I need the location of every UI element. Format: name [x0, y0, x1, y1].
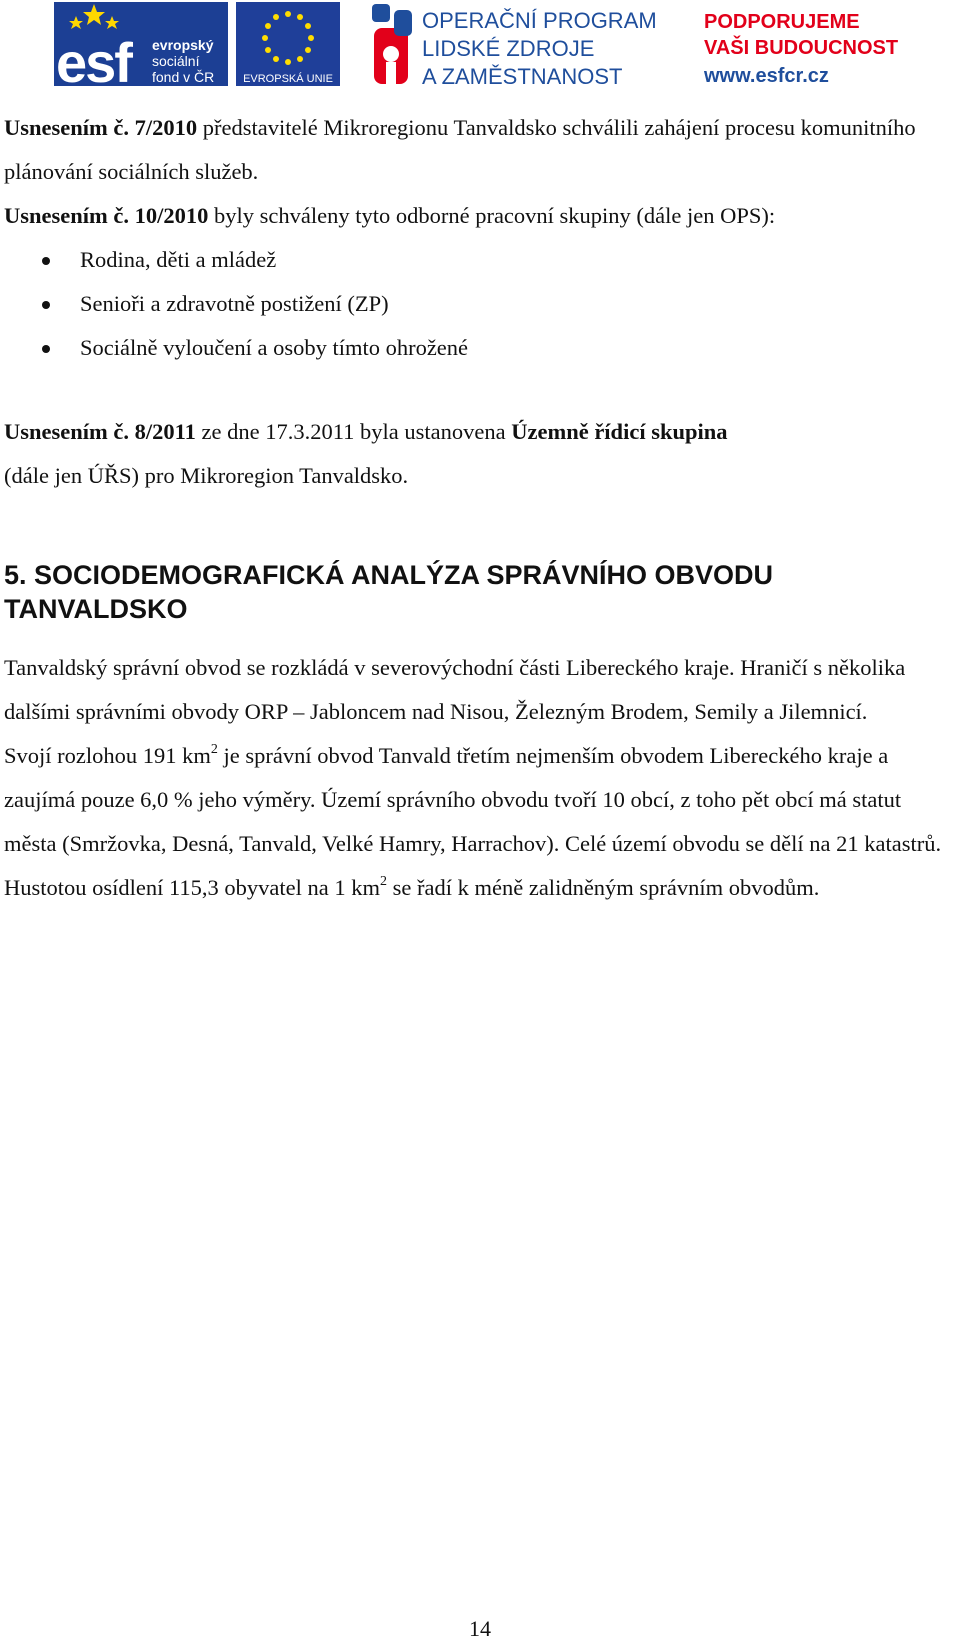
paragraph-resolution-8: [4, 410, 956, 498]
bullet-icon: [42, 257, 50, 265]
section-heading-line2: TANVALDSKO: [4, 594, 188, 624]
list-item: Sociálně vyloučení a osoby tímto ohrožené: [4, 326, 956, 370]
paragraph-area: Svojí rozlohou 191 $km^2$ je správní obvod Tanvald třetím nejmenším obvodem Libereckého kraje a zaujímá pouze 6,0 % jeho výměry. Území správního obvodu tvoří 10 obcí, z toho pět obcí má statut města (Smržovka, Desná, Tanvald, Velké Hamry, Harrachov). Celé území obvodu se dělí na 21 katastrů.: [4, 741, 942, 856]
esf-letters: esf: [56, 31, 131, 86]
urs-name: Územně řídicí skupina: [511, 419, 728, 444]
eu-flag-logo: [236, 2, 340, 86]
document-body: [4, 106, 956, 910]
paragraph-location: Tanvaldský správní obvod se rozkládá v severovýchodní části Libereckého kraje. Hraničí s několika dalšími správními obvody ORP – Jabloncem nad Nisou, Železným Brodem, Semily a Jilemnicí.: [4, 655, 906, 724]
page-number: 14: [469, 1616, 491, 1641]
eu-caption: EVROPSKÁ UNIE: [243, 73, 333, 85]
pv-line1: PODPORUJEME: [704, 11, 860, 33]
bullet-icon: [42, 345, 50, 353]
paragraph-density: Hustotou osídlení 115,3 obyvatel na 1 $km^2$ se řadí k méně zalidněným správním obvodům.: [4, 873, 820, 900]
esf-logo: [54, 2, 228, 86]
podporujeme-logo: [704, 8, 914, 90]
pv-url: www.esfcr.cz: [704, 65, 829, 87]
section-heading: [4, 558, 956, 626]
resolution-7-text: představitelé Mikroregionu Tanvaldsko schválili zahájení procesu komunitního plánování sociálních služeb.: [4, 115, 916, 184]
section-heading-line1: 5. SOCIODEMOGRAFICKÁ ANALÝZA SPRÁVNÍHO OBVODU: [4, 560, 774, 590]
bullet-icon: [42, 301, 50, 309]
ops-bullet-list: [4, 238, 956, 370]
superscript: 2: [210, 741, 218, 757]
superscript: 2: [380, 873, 388, 889]
esf-line2: sociální: [152, 53, 200, 69]
paragraph-resolution-7: [4, 106, 956, 194]
op-line3: A ZAMĚSTNANOST: [422, 64, 623, 88]
pv-line2: VAŠI BUDOUCNOST: [704, 37, 899, 59]
esf-line3: fond v ČR: [152, 69, 215, 85]
resolution-8-line2: (dále jen ÚŘS) pro Mikroregion Tanvaldsko.: [4, 463, 409, 488]
list-item: Rodina, děti a mládež: [4, 238, 956, 282]
esf-line1: evropský: [152, 37, 214, 53]
op-line2: LIDSKÉ ZDROJE: [422, 36, 595, 61]
op-line1: OPERAČNÍ PROGRAM: [422, 8, 657, 33]
resolution-8-label: Usnesením č. 8/2011: [4, 419, 196, 444]
resolution-8-text: ze dne 17.3.2011 byla ustanovena: [195, 419, 512, 444]
list-item: Senioři a zdravotně postižení (ZP): [4, 282, 956, 326]
resolution-7-label: Usnesením č. 7/2010: [4, 115, 198, 140]
op-lzz-logo: [372, 2, 672, 88]
paragraph-resolution-10: [4, 194, 956, 238]
resolution-10-text: byly schváleny tyto odborné pracovní skupiny (dále jen OPS):: [208, 203, 776, 228]
logo-header: [0, 0, 960, 92]
resolution-10-label: Usnesením č. 10/2010: [4, 203, 209, 228]
puzzle-icon: [372, 4, 412, 84]
